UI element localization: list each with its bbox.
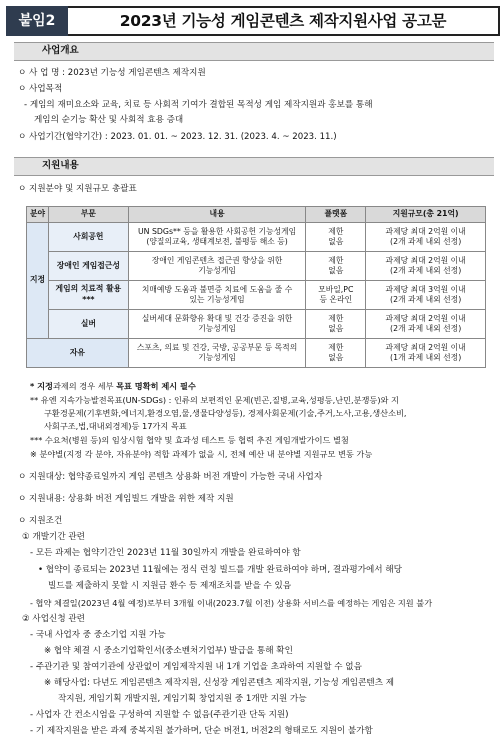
document-header <box>6 6 500 36</box>
table-row <box>27 339 486 368</box>
condition-2d: ※ 해당사업: 다년도 게임콘텐츠 제작지원, 신성장 게임콘텐츠 제작지원, 기능성 게임콘텐츠 제 <box>44 678 395 688</box>
scale-cell: 과제당 최대 2억원 이내 (1개 과제 내외 선정) <box>366 339 486 368</box>
condition-1-heading: ① 개발기간 관련 <box>22 532 85 542</box>
table-row <box>27 223 486 252</box>
footnote-2: ** 유엔 지속가능발전목표(UN-SDGs) : 인류의 보편적인 문제(빈곤,질병,교육,성평등,난민,분쟁등)와 지 <box>30 395 399 405</box>
platform-cell: 제한 없음 <box>306 339 366 368</box>
table-row <box>27 310 486 339</box>
table-header: 지원규모(총 21억) <box>366 207 486 223</box>
platform-cell: 제한 없음 <box>306 223 366 252</box>
content-cell: 치매예방 도움과 불면증 치료에 도움을 줄 수 있는 기능성게임 <box>128 281 306 310</box>
table-row <box>27 281 486 310</box>
overview-period: ㅇ 사업기간(협약기간) : 2023. 01. 01. ~ 2023. 12. 31. (2023. 4. ~ 2023. 11.) <box>18 132 337 142</box>
table-header-row <box>27 207 486 223</box>
table-row <box>27 252 486 281</box>
platform-cell: 모바일,PC 등 온라인 <box>306 281 366 310</box>
support-table-intro: ㅇ 지원분야 및 지원규모 총괄표 <box>18 184 137 194</box>
sub-category: 게임의 치료적 활용*** <box>48 281 128 310</box>
footnote-1: * 지정과제의 경우 세부 목표 명확히 제시 필수 <box>30 381 196 391</box>
condition-2-heading: ② 사업신청 관련 <box>22 614 85 624</box>
footnote-2-cont: 구환경문제(기후변화,에너지,환경오염,물,생물다양성등), 경제사회문제(기술,주거,노사,고용,생산소비, <box>44 408 407 418</box>
condition-2b: ※ 협약 체결 시 중소기업확인서(중소벤처기업부) 발급을 통해 확인 <box>44 646 293 656</box>
condition-1b: • 협약이 종료되는 2023년 11월에는 정식 런칭 빌드를 개발 완료하여야 하며, 결과평가에서 해당 <box>38 565 402 575</box>
table-header: 부문 <box>48 207 128 223</box>
attachment-badge: 붙임2 <box>6 6 68 36</box>
condition-2a: - 국내 사업자 중 중소기업 지원 가능 <box>30 630 166 640</box>
table-header: 분야 <box>27 207 49 223</box>
category-designated: 지정 <box>27 223 49 339</box>
condition-2g: - 기 제작지원을 받은 과제 중복지원 불가하며, 단순 버전1, 버전2의 형태로도 지원이 불가함 <box>30 726 373 736</box>
overview-purpose-text-cont: 게임의 순기능 확산 및 사회적 효용 증대 <box>34 115 184 125</box>
section-heading-overview: 사업개요 <box>14 42 494 61</box>
content-cell: 장애인 게임콘텐츠 접근권 향상을 위한 기능성게임 <box>128 252 306 281</box>
support-content: ㅇ 지원내용: 상용화 버전 게임빌드 개발을 위한 제작 지원 <box>18 494 234 504</box>
document-title: 2023년 기능성 게임콘텐츠 제작지원사업 공고문 <box>68 6 500 36</box>
support-scale-table <box>26 206 486 368</box>
condition-1a: - 모든 과제는 협약기간인 2023년 11월 30일까지 개발을 완료하여야 함 <box>30 548 301 558</box>
footnote-3: *** 수요처(병원 등)의 임상시험 협약 및 효과성 테스트 등 협력 추진 게임개발가이드 별첨 <box>30 435 349 445</box>
scale-cell: 과제당 최대 2억원 이내 (2개 과제 내외 선정) <box>366 223 486 252</box>
condition-1b-cont: 빌드를 제출하지 못할 시 지원금 환수 등 제재조치를 받을 수 있음 <box>48 581 292 591</box>
support-target: ㅇ 지원대상: 협약종료일까지 게임 콘텐츠 상용화 버전 개발이 가능한 국내 사업자 <box>18 472 323 482</box>
table-header: 플랫폼 <box>306 207 366 223</box>
platform-cell: 제한 없음 <box>306 252 366 281</box>
overview-purpose-label: ㅇ 사업목적 <box>18 84 63 94</box>
condition-1d: - 협약 체결일(2023년 4월 예정)로부터 3개월 이내(2023.7월 이전) 상용화 서비스를 예정하는 게임은 지원 불가 <box>30 598 433 608</box>
table-header: 내용 <box>128 207 306 223</box>
scale-cell: 과제당 최대 2억원 이내 (2개 과제 내외 선정) <box>366 310 486 339</box>
category-free: 자유 <box>27 339 129 368</box>
footnote-4: ※ 분야별(지정 각 분야, 자유분야) 적합 과제가 없을 시, 전체 예산 내 분야별 지원규모 변동 가능 <box>30 449 373 459</box>
overview-purpose-text: - 게임의 재미요소와 교육, 치료 등 사회적 기여가 결합된 목적성 게임 제작지원과 홍보를 통해 <box>24 100 373 110</box>
platform-cell: 제한 없음 <box>306 310 366 339</box>
sub-category: 장애인 게임접근성 <box>48 252 128 281</box>
content-cell: 스포츠, 의료 및 건강, 국방, 공공부문 등 목적의 기능성게임 <box>128 339 306 368</box>
scale-cell: 과제당 최대 2억원 이내 (2개 과제 내외 선정) <box>366 252 486 281</box>
condition-2c: - 주관기관 및 참여기관에 상관없이 게임제작지원 내 1개 기업을 초과하여 지원할 수 없음 <box>30 662 362 672</box>
content-cell: UN SDGs** 등을 활용한 사회공헌 기능성게임 (양질의교육, 생태계보전, 불평등 해소 등) <box>128 223 306 252</box>
condition-2d-cont: 작지원, 게임기획 개발지원, 게임기획 창업지원 중 1개만 지원 가능 <box>58 694 307 704</box>
condition-2f: - 사업자 간 컨소시엄을 구성하여 지원할 수 없음(주관기관 단독 지원) <box>30 710 289 720</box>
content-cell: 실버세대 문화향유 확대 및 건강 증진을 위한 기능성게임 <box>128 310 306 339</box>
footnote-2-cont: 사회구조,법,대내외경제)등 17가지 목표 <box>44 421 187 431</box>
scale-cell: 과제당 최대 3억원 이내 (2개 과제 내외 선정) <box>366 281 486 310</box>
sub-category: 실버 <box>48 310 128 339</box>
section-heading-support: 지원내용 <box>14 157 494 176</box>
sub-category: 사회공헌 <box>48 223 128 252</box>
support-conditions: ㅇ 지원조건 <box>18 516 63 526</box>
overview-project-name: ㅇ 사 업 명 : 2023년 기능성 게임콘텐츠 제작지원 <box>18 68 206 78</box>
